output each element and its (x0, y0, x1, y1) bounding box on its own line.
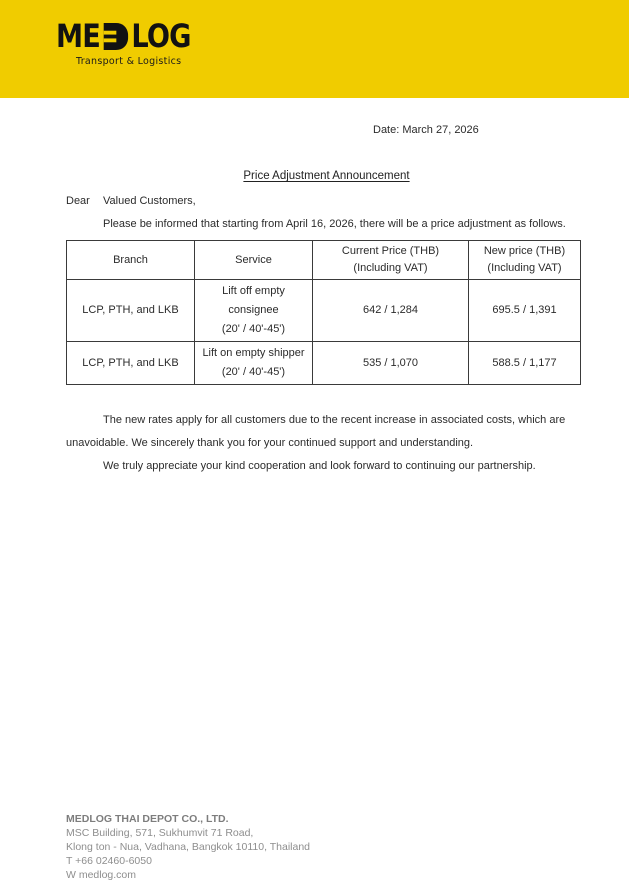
table-row (67, 280, 581, 342)
date-line: Date: March 27, 2026 (373, 124, 479, 136)
footer-address-line-1: MSC Building, 571, Sukhumvit 71 Road, (66, 827, 254, 839)
col-header-current-price: Current Price (THB) (Including VAT) (313, 241, 469, 280)
medlog-logo (0, 0, 629, 67)
col-header-branch: Branch (67, 241, 195, 280)
closing-paragraphs (66, 409, 587, 478)
closing-paragraph-1: The new rates apply for all customers due to the recent increase in associated costs, which are unavoidable. We sincerely thank you for your continued support and understanding. (66, 414, 566, 449)
footer-address-line-2: Klong ton - Nua, Vadhana, Bangkok 10110, Thailand (66, 841, 311, 853)
cell-service: Lift off empty consignee (20' / 40'-45') (195, 280, 313, 342)
letter-body (0, 124, 629, 478)
intro-paragraph: Please be informed that starting from April 16, 2026, there will be a price adjustment as follows. (103, 218, 566, 230)
footer-website: W medlog.com (66, 869, 137, 881)
footer-phone: T +66 02460-6050 (66, 855, 152, 867)
price-table-header (67, 241, 581, 280)
company-footer (66, 812, 310, 882)
medlog-wordmark (56, 17, 543, 55)
footer-company-name: MEDLOG THAI DEPOT CO., LTD. (66, 813, 229, 825)
price-table (66, 240, 581, 385)
salutation-prefix: Dear (66, 195, 90, 207)
medlog-d-icon (103, 23, 128, 50)
brand-tagline: Transport & Logistics (76, 56, 182, 67)
header-row (67, 241, 581, 280)
brand-header-band (0, 0, 629, 98)
wordmark-me: ME (56, 17, 100, 55)
wordmark-log: LOG (131, 17, 191, 55)
cell-new-price: 695.5 / 1,391 (469, 280, 581, 342)
cell-branch: LCP, PTH, and LKB (67, 280, 195, 342)
cell-current-price: 642 / 1,284 (313, 280, 469, 342)
col-header-service: Service (195, 241, 313, 280)
salutation (66, 195, 587, 208)
page-title: Price Adjustment Announcement (243, 170, 410, 182)
cell-new-price: 588.5 / 1,177 (469, 342, 581, 385)
cell-current-price: 535 / 1,070 (313, 342, 469, 385)
cell-service: Lift on empty shipper (20' / 40'-45') (195, 342, 313, 385)
table-row (67, 342, 581, 385)
cell-branch: LCP, PTH, and LKB (67, 342, 195, 385)
col-header-new-price: New price (THB) (Including VAT) (469, 241, 581, 280)
salutation-name: Valued Customers, (103, 195, 196, 207)
closing-paragraph-2: We truly appreciate your kind cooperation and look forward to continuing our partnership. (103, 460, 536, 472)
